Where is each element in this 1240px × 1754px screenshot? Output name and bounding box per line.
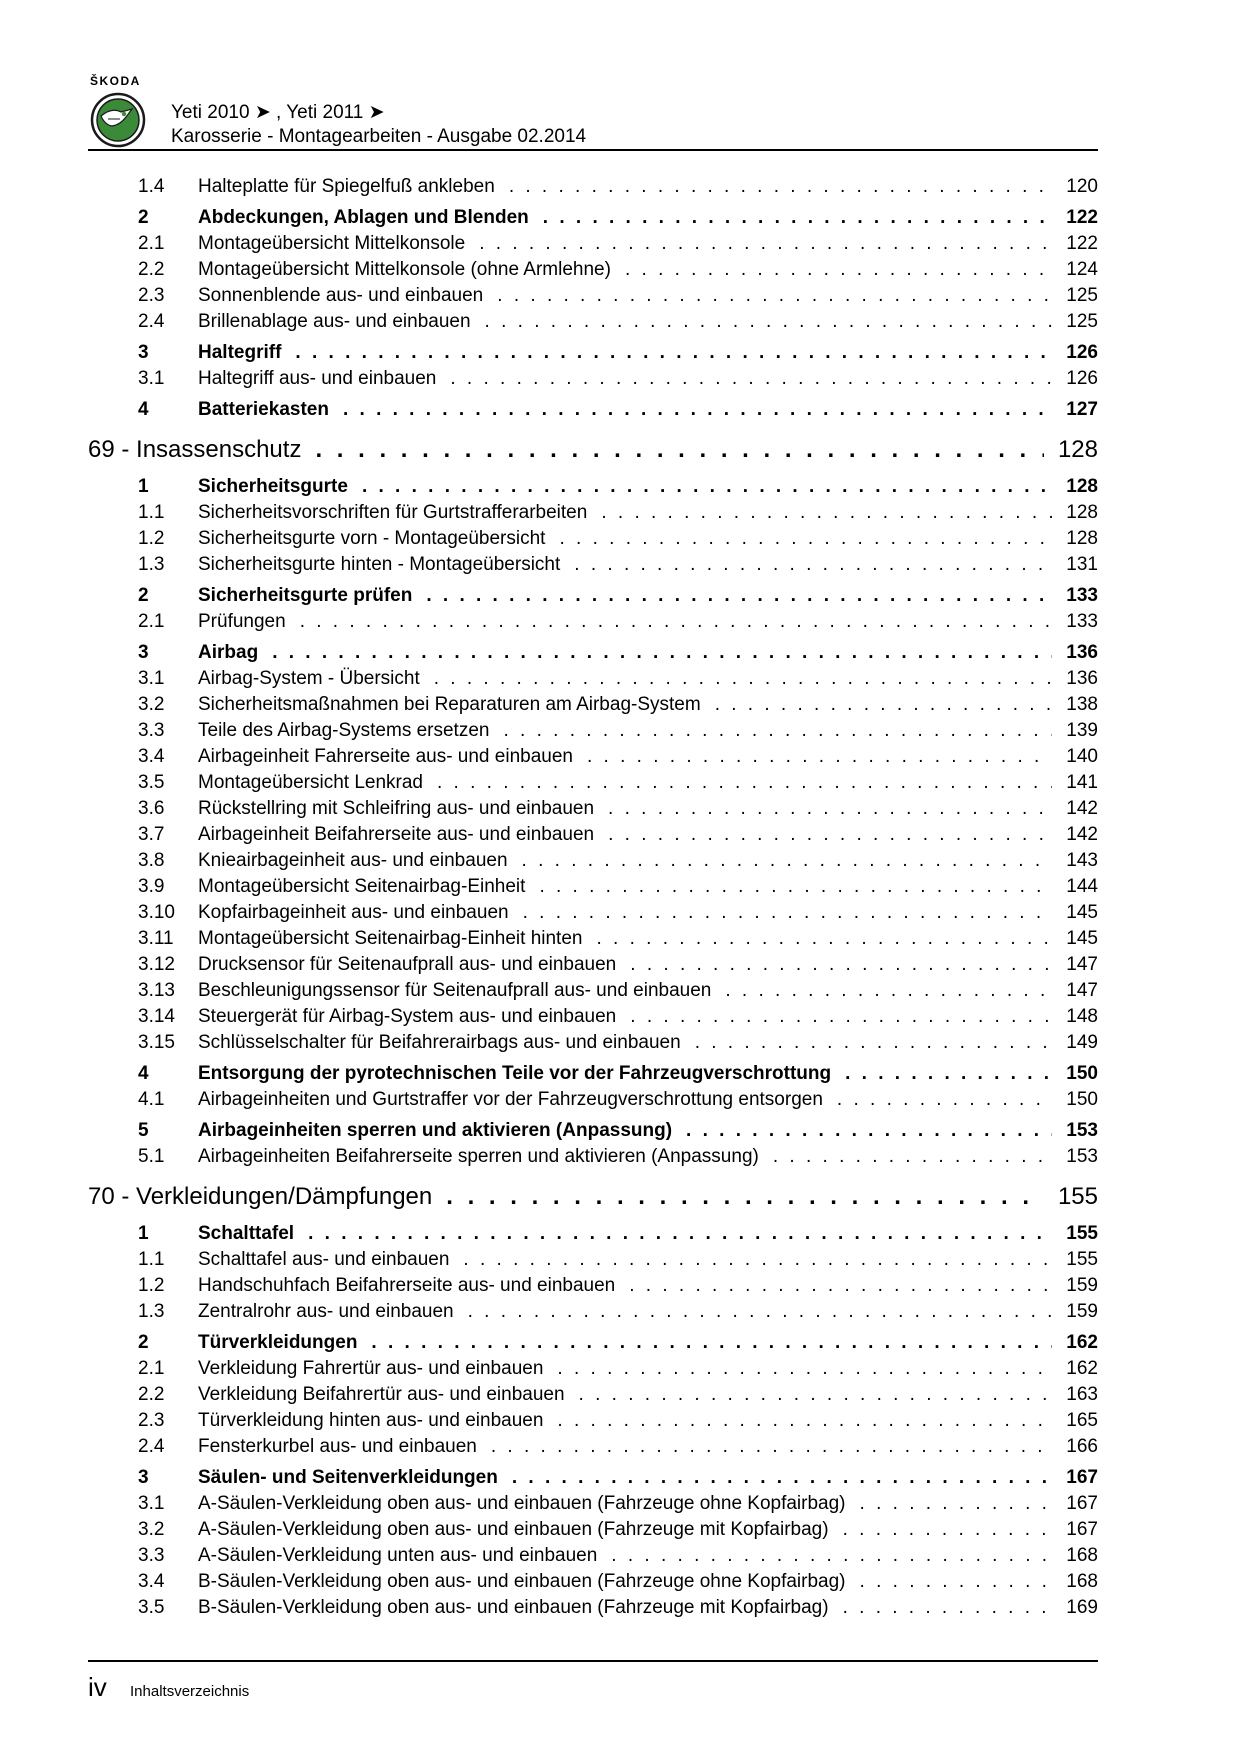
toc-entry-number: 3.5 [138,1597,165,1618]
toc-entry-row[interactable] [88,952,1098,978]
toc-entry-number: 1.3 [138,554,165,575]
toc-entry-title: Beschleunigungssensor für Seitenaufprall aus- und einbauen [198,980,712,1001]
toc-page-number: 125 [1066,311,1098,332]
toc-dot-leader [587,744,1052,770]
toc-dot-leader [509,174,1052,200]
toc-dot-leader [695,1030,1052,1056]
toc-dot-leader [625,257,1052,283]
toc-entry-row[interactable] [88,1491,1098,1517]
toc-entry-number: 3.2 [138,1519,165,1540]
toc-entry-number: 3 [138,642,149,663]
toc-page-number: 125 [1066,285,1098,306]
toc-entry-row[interactable] [88,1382,1098,1408]
toc-entry-row[interactable] [88,1408,1098,1434]
toc-dot-leader [596,926,1052,952]
toc-page-number: 122 [1066,207,1098,228]
toc-entry-row[interactable] [88,666,1098,692]
toc-entry-number: 3.4 [138,746,165,767]
footer-page-number: iv [88,1672,107,1702]
toc-entry-number: 2.2 [138,259,165,280]
toc-page-number: 124 [1066,259,1098,280]
toc-entry-title: Haltegriff [198,342,282,363]
toc-page-number: 136 [1066,668,1098,689]
toc-section-row[interactable] [88,340,1098,366]
toc-entry-number: 1.1 [138,502,165,523]
toc-entry-number: 1.4 [138,176,165,197]
toc-entry-row[interactable] [88,744,1098,770]
toc-section-row[interactable] [88,640,1098,666]
toc-entry-number: 1.3 [138,1301,165,1322]
toc-entry-row[interactable] [88,1299,1098,1325]
toc-entry-title: Teile des Airbag-Systems ersetzen [198,720,490,741]
toc-entry-number: 3.1 [138,1493,165,1514]
toc-entry-title: A-Säulen-Verkleidung unten aus- und einbauen [198,1545,598,1566]
document-title: Karosserie - Montagearbeiten - Ausgabe 02.2014 [171,126,587,147]
toc-section-row[interactable] [88,1330,1098,1356]
toc-entry-row[interactable] [88,848,1098,874]
toc-entry-title: Airbageinheiten Beifahrerseite sperren und aktivieren (Anpassung) [198,1146,759,1167]
toc-dot-leader [315,431,1044,469]
toc-dot-leader [715,692,1052,718]
toc-entry-number: 3.7 [138,824,165,845]
toc-entry-title: 69 - Insassenschutz [88,436,302,463]
toc-entry-title: Montageübersicht Mittelkonsole (ohne Armlehne) [198,259,611,280]
toc-entry-number: 3.5 [138,772,165,793]
toc-dot-leader [845,1061,1052,1087]
toc-entry-title: Airbageinheiten und Gurtstraffer vor der Fahrzeugverschrottung entsorgen [198,1089,823,1110]
toc-entry-number: 1 [138,476,149,497]
toc-dot-leader [503,718,1052,744]
toc-dot-leader [426,583,1052,609]
toc-entry-title: Sicherheitsvorschriften für Gurtstrafferarbeiten [198,502,588,523]
toc-dot-leader [371,1330,1052,1356]
toc-page-number: 150 [1066,1063,1098,1084]
toc-dot-leader [479,231,1052,257]
toc-entry-number: 3.1 [138,668,165,689]
table-of-contents [88,174,1098,1621]
toc-page-number: 153 [1066,1120,1098,1141]
toc-page-number: 155 [1066,1249,1098,1270]
toc-entry-number: 4 [138,399,149,420]
header-divider [88,149,1098,151]
toc-entry-title: B-Säulen-Verkleidung oben aus- und einbauen (Fahrzeuge mit Kopfairbag) [198,1597,829,1618]
toc-section-row[interactable] [88,397,1098,423]
toc-page-number: 142 [1066,824,1098,845]
toc-dot-leader [860,1569,1052,1595]
toc-entry-title: Airbag [198,642,259,663]
toc-entry-title: Handschuhfach Beifahrerseite aus- und einbauen [198,1275,616,1296]
toc-entry-row[interactable] [88,257,1098,283]
toc-page-number: 159 [1066,1275,1098,1296]
toc-entry-number: 2 [138,585,149,606]
toc-page-number: 147 [1066,954,1098,975]
toc-section-row[interactable] [88,1465,1098,1491]
toc-page-number: 133 [1066,611,1098,632]
toc-dot-leader [608,822,1052,848]
skoda-logo-icon [90,92,146,148]
toc-page-number: 155 [1066,1223,1098,1244]
toc-dot-leader [559,526,1052,552]
toc-entry-title: Airbageinheit Fahrerseite aus- und einbauen [198,746,573,767]
toc-page-number: 122 [1066,233,1098,254]
toc-dot-leader [601,500,1052,526]
toc-entry-title: B-Säulen-Verkleidung oben aus- und einbauen (Fahrzeuge ohne Kopfairbag) [198,1571,846,1592]
toc-dot-leader [543,205,1052,231]
toc-dot-leader [295,340,1052,366]
toc-entry-title: Türverkleidungen [198,1332,358,1353]
toc-entry-row[interactable] [88,174,1098,200]
toc-entry-row[interactable] [88,309,1098,335]
toc-page-number: 163 [1066,1384,1098,1405]
toc-entry-title: A-Säulen-Verkleidung oben aus- und einbauen (Fahrzeuge mit Kopfairbag) [198,1519,829,1540]
toc-page-number: 148 [1066,1006,1098,1027]
toc-page-number: 145 [1066,928,1098,949]
toc-entry-row[interactable] [88,366,1098,392]
toc-entry-number: 2.1 [138,611,165,632]
toc-dot-leader [446,1178,1044,1216]
toc-entry-row[interactable] [88,1087,1098,1113]
toc-entry-title: Drucksensor für Seitenaufprall aus- und einbauen [198,954,617,975]
toc-entry-row[interactable] [88,1543,1098,1569]
toc-entry-title: Brillenablage aus- und einbauen [198,311,471,332]
toc-entry-row[interactable] [88,718,1098,744]
toc-entry-number: 3.12 [138,954,175,975]
toc-entry-title: Verkleidung Fahrertür aus- und einbauen [198,1358,544,1379]
toc-entry-title: Sicherheitsgurte vorn - Montageübersicht [198,528,546,549]
toc-entry-title: Sicherheitsgurte [198,476,348,497]
toc-dot-leader [497,283,1052,309]
toc-entry-row[interactable] [88,552,1098,578]
toc-entry-row[interactable] [88,500,1098,526]
toc-dot-leader [450,366,1052,392]
toc-entry-title: Montageübersicht Lenkrad [198,772,423,793]
toc-entry-number: 3.8 [138,850,165,871]
toc-dot-leader [523,900,1052,926]
toc-entry-row[interactable] [88,874,1098,900]
toc-page-number: 133 [1066,585,1098,606]
toc-entry-row[interactable] [88,1595,1098,1621]
toc-entry-title: Steuergerät für Airbag-System aus- und einbauen [198,1006,617,1027]
toc-entry-number: 2.4 [138,1436,165,1457]
toc-dot-leader [843,1595,1052,1621]
toc-page-number: 127 [1066,399,1098,420]
toc-dot-leader [630,952,1052,978]
toc-entry-number: 3.13 [138,980,175,1001]
toc-dot-leader [468,1299,1052,1325]
toc-dot-leader [557,1408,1052,1434]
toc-page-number: 120 [1066,176,1098,197]
toc-entry-number: 1 [138,1223,149,1244]
toc-page-number: 153 [1066,1146,1098,1167]
toc-page-number: 126 [1066,342,1098,363]
toc-dot-leader [512,1465,1052,1491]
toc-entry-number: 3.14 [138,1006,175,1027]
toc-entry-title: Schalttafel [198,1223,295,1244]
toc-page-number: 142 [1066,798,1098,819]
toc-section-row[interactable] [88,474,1098,500]
toc-page-number: 149 [1066,1032,1098,1053]
toc-entry-title: Säulen- und Seitenverkleidungen [198,1467,498,1488]
toc-section-row[interactable] [88,205,1098,231]
toc-entry-title: Abdeckungen, Ablagen und Blenden [198,207,529,228]
toc-entry-title: Batteriekasten [198,399,329,420]
toc-entry-row[interactable] [88,1030,1098,1056]
toc-dot-leader [272,640,1052,666]
toc-dot-leader [860,1491,1052,1517]
toc-page-number: 144 [1066,876,1098,897]
toc-entry-number: 2.3 [138,1410,165,1431]
toc-entry-row[interactable] [88,526,1098,552]
toc-page-number: 136 [1066,642,1098,663]
toc-entry-number: 1.2 [138,528,165,549]
toc-dot-leader [579,1382,1052,1408]
toc-entry-title: Airbageinheiten sperren und aktivieren (Anpassung) [198,1120,673,1141]
toc-entry-row[interactable] [88,1569,1098,1595]
toc-dot-leader [437,770,1052,796]
toc-dot-leader [837,1087,1052,1113]
toc-entry-number: 3 [138,342,149,363]
toc-entry-row[interactable] [88,796,1098,822]
toc-entry-row[interactable] [88,1144,1098,1170]
toc-entry-number: 3.10 [138,902,175,923]
toc-entry-title: Montageübersicht Seitenairbag-Einheit hinten [198,928,583,949]
toc-dot-leader [725,978,1052,1004]
toc-page-number: 139 [1066,720,1098,741]
toc-entry-title: Kopfairbageinheit aus- und einbauen [198,902,509,923]
toc-page-number: 140 [1066,746,1098,767]
toc-dot-leader [434,666,1052,692]
toc-dot-leader [491,1434,1052,1460]
toc-entry-number: 3.2 [138,694,165,715]
toc-dot-leader [557,1356,1052,1382]
toc-page-number: 138 [1066,694,1098,715]
toc-entry-row[interactable] [88,1517,1098,1543]
footer-label: Inhaltsverzeichnis [130,1683,250,1700]
toc-dot-leader [343,397,1052,423]
toc-section-row[interactable] [88,1061,1098,1087]
toc-page-number: 166 [1066,1436,1098,1457]
toc-entry-number: 2 [138,1332,149,1353]
toc-entry-row[interactable] [88,609,1098,635]
toc-entry-number: 3.11 [138,928,174,949]
toc-entry-row[interactable] [88,1434,1098,1460]
toc-entry-number: 1.1 [138,1249,165,1270]
toc-entry-row[interactable] [88,1356,1098,1382]
footer-divider [88,1660,1098,1662]
toc-dot-leader [611,1543,1052,1569]
toc-entry-number: 2.4 [138,311,165,332]
toc-dot-leader [773,1144,1052,1170]
toc-page-number: 162 [1066,1358,1098,1379]
toc-page-number: 167 [1066,1493,1098,1514]
toc-entry-title: A-Säulen-Verkleidung oben aus- und einbauen (Fahrzeuge ohne Kopfairbag) [198,1493,846,1514]
toc-entry-number: 3 [138,1467,149,1488]
toc-entry-number: 4.1 [138,1089,165,1110]
toc-dot-leader [629,1273,1052,1299]
toc-entry-title: Airbag-System - Übersicht [198,668,420,689]
toc-entry-number: 3.1 [138,368,165,389]
toc-entry-title: Sicherheitsmaßnahmen bei Reparaturen am Airbag-System [198,694,701,715]
toc-entry-row[interactable] [88,283,1098,309]
toc-entry-number: 3.3 [138,1545,165,1566]
toc-dot-leader [308,1221,1052,1247]
toc-entry-row[interactable] [88,1004,1098,1030]
toc-section-row[interactable] [88,1118,1098,1144]
toc-section-row[interactable] [88,583,1098,609]
toc-entry-row[interactable] [88,692,1098,718]
toc-page-number: 131 [1066,554,1098,575]
toc-entry-number: 2.1 [138,233,165,254]
toc-page-number: 150 [1066,1089,1098,1110]
toc-entry-row[interactable] [88,1247,1098,1273]
toc-page-number: 168 [1066,1571,1098,1592]
toc-entry-row[interactable] [88,770,1098,796]
toc-dot-leader [539,874,1052,900]
toc-dot-leader [522,848,1052,874]
toc-entry-title: Montageübersicht Mittelkonsole [198,233,466,254]
toc-entry-row[interactable] [88,978,1098,1004]
toc-page-number: 128 [1066,502,1098,523]
toc-entry-title: Fensterkurbel aus- und einbauen [198,1436,477,1457]
toc-entry-title: Verkleidung Beifahrertür aus- und einbauen [198,1384,565,1405]
toc-entry-title: Knieairbageinheit aus- und einbauen [198,850,508,871]
toc-entry-title: Sicherheitsgurte hinten - Montageübersicht [198,554,561,575]
toc-page-number: 159 [1066,1301,1098,1322]
toc-entry-title: Entsorgung der pyrotechnischen Teile vor der Fahrzeugverschrottung [198,1063,832,1084]
toc-entry-row[interactable] [88,900,1098,926]
toc-dot-leader [574,552,1052,578]
toc-page-number: 162 [1066,1332,1098,1353]
toc-entry-title: Rückstellring mit Schleifring aus- und einbauen [198,798,595,819]
toc-entry-number: 5.1 [138,1146,165,1167]
toc-page-number: 145 [1066,902,1098,923]
toc-entry-number: 3.15 [138,1032,175,1053]
toc-page-number: 128 [1066,476,1098,497]
toc-page-number: 167 [1066,1467,1098,1488]
toc-page-number: 143 [1066,850,1098,871]
toc-page-number: 147 [1066,980,1098,1001]
toc-dot-leader [300,609,1052,635]
toc-entry-title: Halteplatte für Spiegelfuß ankleben [198,176,495,197]
toc-entry-number: 5 [138,1120,149,1141]
toc-entry-title: Türverkleidung hinten aus- und einbauen [198,1410,544,1431]
toc-dot-leader [485,309,1052,335]
toc-page-number: 167 [1066,1519,1098,1540]
toc-entry-title: 70 - Verkleidungen/Dämpfungen [88,1183,433,1210]
toc-entry-number: 3.6 [138,798,165,819]
toc-page-number: 128 [1066,528,1098,549]
toc-entry-number: 3.3 [138,720,165,741]
toc-dot-leader [362,474,1052,500]
toc-page-number: 126 [1066,368,1098,389]
toc-page-number: 155 [1057,1183,1098,1210]
toc-page-number: 165 [1066,1410,1098,1431]
brand-wordmark: ŠKODA [90,74,141,88]
toc-entry-title: Haltegriff aus- und einbauen [198,368,437,389]
toc-entry-row[interactable] [88,822,1098,848]
toc-entry-number: 1.2 [138,1275,165,1296]
page-header [88,72,1098,150]
toc-entry-row[interactable] [88,1273,1098,1299]
toc-entry-title: Sonnenblende aus- und einbauen [198,285,484,306]
toc-page-number: 141 [1066,772,1098,793]
toc-entry-title: Airbageinheit Beifahrerseite aus- und einbauen [198,824,595,845]
toc-entry-row[interactable] [88,231,1098,257]
toc-dot-leader [630,1004,1052,1030]
toc-page-number: 128 [1057,436,1098,463]
toc-entry-number: 2 [138,207,149,228]
toc-entry-title: Montageübersicht Seitenairbag-Einheit [198,876,526,897]
toc-dot-leader [608,796,1052,822]
toc-entry-number: 2.3 [138,285,165,306]
toc-entry-title: Schlüsselschalter für Beifahrerairbags aus- und einbauen [198,1032,681,1053]
toc-dot-leader [463,1247,1052,1273]
toc-entry-title: Prüfungen [198,611,286,632]
toc-chapter-row[interactable] [88,1178,1098,1216]
toc-entry-number: 3.9 [138,876,165,897]
toc-entry-number: 2.1 [138,1358,165,1379]
toc-entry-title: Schalttafel aus- und einbauen [198,1249,450,1270]
toc-page-number: 169 [1066,1597,1098,1618]
toc-entry-number: 3.4 [138,1571,165,1592]
toc-section-row[interactable] [88,1221,1098,1247]
toc-entry-row[interactable] [88,926,1098,952]
toc-chapter-row[interactable] [88,431,1098,469]
document-vehicle-models: Yeti 2010 ➤ , Yeti 2011 ➤ [171,102,385,123]
toc-entry-title: Zentralrohr aus- und einbauen [198,1301,454,1322]
toc-dot-leader [686,1118,1052,1144]
toc-dot-leader [843,1517,1052,1543]
toc-entry-number: 2.2 [138,1384,165,1405]
toc-entry-title: Sicherheitsgurte prüfen [198,585,413,606]
toc-page-number: 168 [1066,1545,1098,1566]
toc-entry-number: 4 [138,1063,149,1084]
